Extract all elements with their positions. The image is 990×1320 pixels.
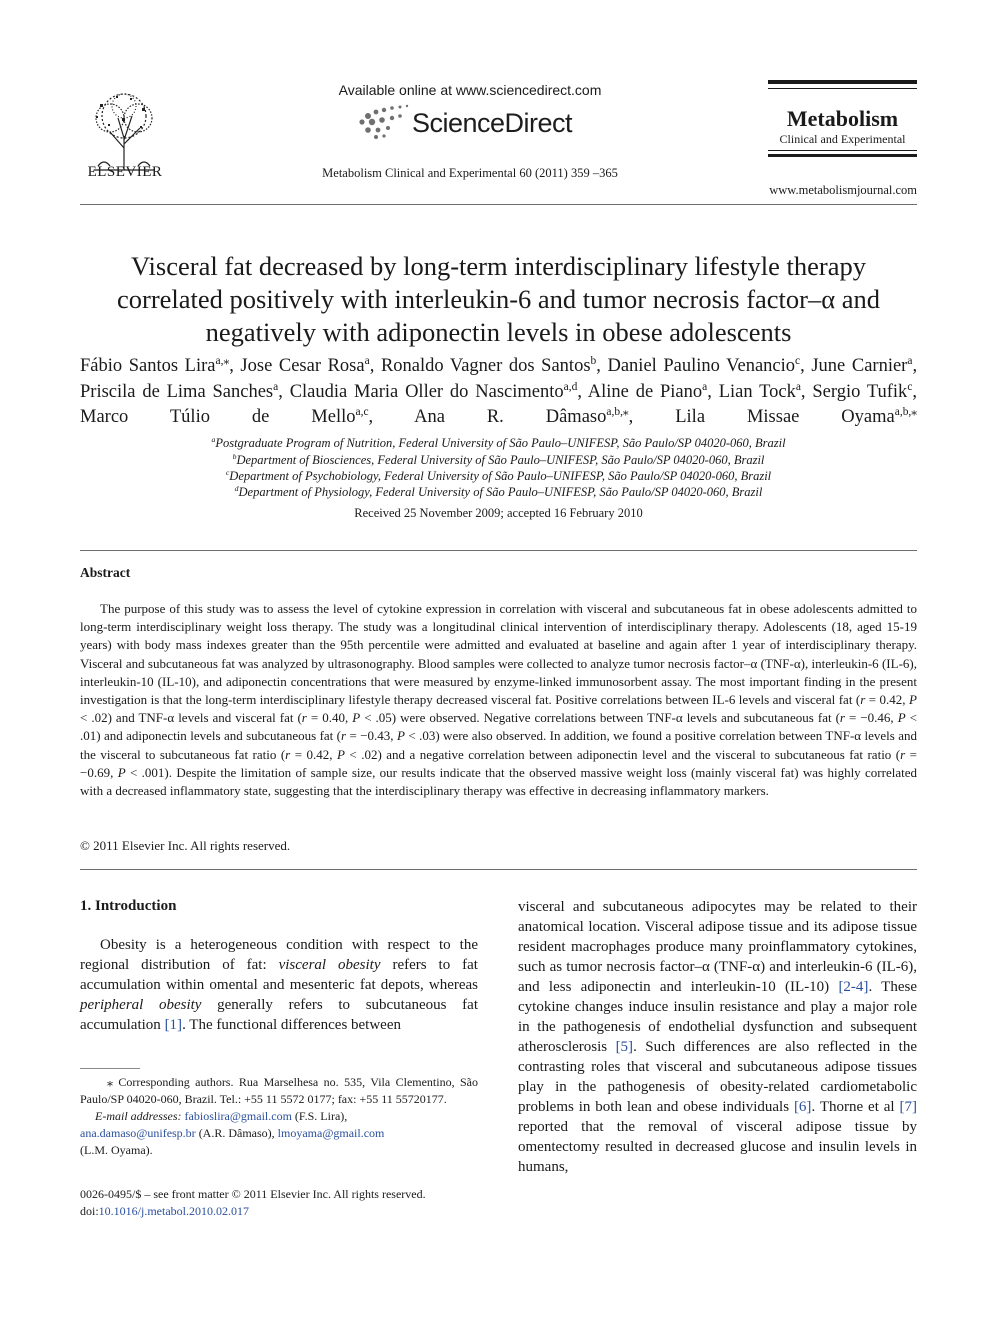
article-title: Visceral fat decreased by long-term interdisciplinary lifestyle therapy correlated positively with interleukin-6 and tumor necrosis factor–α and negatively with adiponectin levels in obese adolescents <box>116 251 880 347</box>
author-name: Jose Cesar Rosa <box>240 356 365 376</box>
citation-link[interactable]: [2-4] <box>838 979 869 995</box>
author-name: Priscila de Lima Sanches <box>80 381 274 402</box>
journal-citation: Metabolism Clinical and Experimental 60 (2011) 359 –365 <box>322 166 618 180</box>
author-affiliation-marker: c <box>907 380 913 393</box>
email-link[interactable]: lmoyama@gmail.com <box>277 1126 385 1140</box>
header-rule <box>768 80 917 84</box>
author-name: Aline de Piano <box>587 381 703 402</box>
email-link[interactable]: fabioslira@gmail.com <box>184 1109 292 1123</box>
author-affiliation-marker: a <box>795 380 801 393</box>
author-name: Ana R. Dâmaso <box>414 407 607 427</box>
affiliation-b: $^b$Department of Biosciences, Federal University of São Paulo–UNIFESP, São Paulo/SP 04020-060, Brazil <box>232 451 765 467</box>
author-affiliation-marker: a,b,⁎ <box>894 405 918 418</box>
doi-link[interactable]: 10.1016/j.metabol.2010.02.017 <box>98 1204 249 1218</box>
header-divider <box>80 204 917 205</box>
author-name: June Carnier <box>811 356 908 376</box>
author-list: Fábio Santos Lira$^{a,⁎}$, Jose Cesar Rosa$^a$, Ronaldo Vagner dos Santos$^b$, Daniel Paulino Venancio$^c$, June Carnier$^a$, Priscila de Lima Sanches$^a$, Claudia Maria Oller do Nascimento$^{a,d}$, Aline de Piano$^a$, Lian Tock$^a$, Sergio Tufik$^c$, Marco Túlio de Mello$^{a,c}$, Ana R. Dâmaso$^{a,b,⁎}$, Lila Missae Oyama$^{a,b,⁎}$ <box>80 354 918 427</box>
citation-link[interactable]: [5] <box>615 1039 634 1055</box>
author-affiliation-marker: a <box>702 380 708 393</box>
author-affiliation-marker: b <box>590 354 597 367</box>
header-rule <box>768 88 917 89</box>
author-affiliation-marker: a,d <box>563 380 578 393</box>
header-rule <box>768 150 917 151</box>
received-dates: Received 25 November 2009; accepted 16 February 2010 <box>354 506 643 520</box>
author-name: Marco Túlio de Mello <box>80 407 356 427</box>
abstract-text: The purpose of this study was to assess the level of cytokine expression in correlation with visceral and subcutaneous fat in obese adolescents admitted to long-term interdisciplinary weight loss therapy. The study was a longitudinal clinical intervention of interdisciplinary therapy. Adolescents (18, aged 15-19 years) with body mass indexes greater than the 95th percentile were admitted and evaluated at baseline and again after 1 year of interdisciplinary therapy. Visceral and subcutaneous fat was analyzed by ultrasonography. Blood samples were collected to analyze tumor necrosis factor–α (TNF-α), interleukin-6 (IL-6), interleukin-10 (IL-10), and adiponectin concentrations that were measured by enzyme-linked immunosorbent assay. The most important finding in the present investigation is that the long-term interdisciplinary lifestyle therapy decreased visceral fat. Positive correlations between IL-6 levels and visceral fat (r = 0.42, P < .02) and TNF-α levels and visceral fat (r = 0.40, P < .05) were observed. Negative correlations between TNF-α levels and subcutaneous fat (r = −0.46, P < .01) and adiponectin levels and subcutaneous fat (r = −0.43, P < .03) were also observed. In addition, we found a positive correlation between TNF-α levels and the visceral to subcutaneous fat ratio (r = 0.42, P < .02) and a negative correlation between adiponectin level and the visceral to subcutaneous fat ratio (r = −0.69, P < .001). Despite the limitation of sample size, our results indicate that the observed massive weight loss (mainly visceral fat) was highly correlated with a decreased inflammatory state, suggesting that the interdisciplinary therapy was effective in decreasing inflammatory markers. <box>80 601 917 799</box>
author-affiliation-marker: a,b,⁎ <box>606 405 629 418</box>
journal-subtitle: Clinical and Experimental <box>779 132 906 146</box>
citation-link[interactable]: [7] <box>899 1099 917 1115</box>
author-affiliation-marker: c <box>795 354 801 367</box>
email-link[interactable]: ana.damaso@unifesp.br <box>80 1126 196 1140</box>
author-affiliation-marker: a,c <box>355 405 369 418</box>
introduction-paragraph-left: Obesity is a heterogeneous condition with respect to the regional distribution of fat: visceral obesity refers to fat accumulation within omental and mesenteric fat depots, whereas peripheral obesity generally refers to subcutaneous fat accumulation [1]. The functional differences between <box>80 937 478 1033</box>
elsevier-wordmark: ELSEVIER <box>87 164 163 180</box>
journal-url-link[interactable]: www.metabolismjournal.com <box>769 183 917 197</box>
corresponding-author-footnote: ⁎ Corresponding authors. Rua Marselhesa no. 535, Vila Clementino, São Paulo/SP 04020-060, Brazil. Tel.: +55 11 5572 0177; fax: +55 11 55720177. E-mail addresses: fabioslira@gmail.com (F.S. Lira), ana.damaso@unifesp.br (A.R. Dâmaso), lmoyama@gmail.com (L.M. Oyama). <box>80 1075 478 1157</box>
citation-link[interactable]: [1] <box>164 1017 183 1033</box>
sciencedirect-wordmark: ScienceDirect <box>412 108 573 138</box>
author-affiliation-marker: a <box>273 380 279 393</box>
author-name: Lian Tock <box>718 381 796 402</box>
author-name: Fábio Santos Lira <box>80 356 216 376</box>
footnote-rule <box>80 1068 140 1069</box>
author-affiliation-marker: a <box>364 354 370 367</box>
citation-link[interactable]: [6] <box>793 1099 812 1115</box>
author-affiliation-marker: a,⁎ <box>215 354 230 367</box>
author-name: Lila Missae Oyama <box>675 407 895 427</box>
section-divider <box>80 550 917 551</box>
author-name: Ronaldo Vagner dos Santos <box>380 356 591 376</box>
affiliation-c: $^c$Department of Psychobiology, Federal University of São Paulo–UNIFESP, São Paulo/SP 04020-060, Brazil <box>225 467 772 483</box>
introduction-paragraph-right: visceral and subcutaneous adipocytes may be related to their anatomical location. Visceral adipose tissue and its adipose tissue resident macrophages produce many proinflammatory cytokines, such as tumor necrosis factor–α (TNF-α) and interleukin-6 (IL-6), and less adiponectin and interleukin-10 (IL-10) [2-4]. These cytokine changes induce insulin resistance and play a major role in the pathogenesis of endothelial dysfunction and subsequent atherosclerosis [5]. Such differences are also reflected in the contrasting roles that visceral and subcutaneous adipose tissues play in the pathogenesis of obesity-related cardiometabolic problems in both lean and obese individuals [6]. Thorne et al [7] reported that the removal of visceral adipose tissue by omentectomy resulted in decreased glucose and insulin levels in humans, <box>518 899 917 1175</box>
author-name: Daniel Paulino Venancio <box>607 356 796 376</box>
author-name: Sergio Tufik <box>812 381 908 402</box>
author-affiliation-marker: a <box>907 354 913 367</box>
journal-name: Metabolism <box>786 106 899 131</box>
header-rule <box>768 154 917 157</box>
copyright-line: © 2011 Elsevier Inc. All rights reserved. <box>80 838 291 853</box>
section-heading-introduction: 1. Introduction <box>80 898 177 914</box>
author-name: Claudia Maria Oller do Nascimento <box>289 381 564 402</box>
available-online-text: Available online at www.sciencedirect.com <box>338 82 602 98</box>
affiliation-a: $^a$Postgraduate Program of Nutrition, Federal University of São Paulo–UNIFESP, São Paulo/SP 04020-060, Brazil <box>211 434 786 450</box>
affiliation-d: $^d$Department of Physiology, Federal University of São Paulo–UNIFESP, São Paulo/SP 04020-060, Brazil <box>234 483 763 499</box>
front-matter-info: 0026-0495/$ – see front matter © 2011 Elsevier Inc. All rights reserved. doi:10.1016/j.metabol.2010.02.017 <box>80 1187 426 1218</box>
abstract-heading: Abstract <box>80 565 131 580</box>
section-divider <box>80 869 917 870</box>
